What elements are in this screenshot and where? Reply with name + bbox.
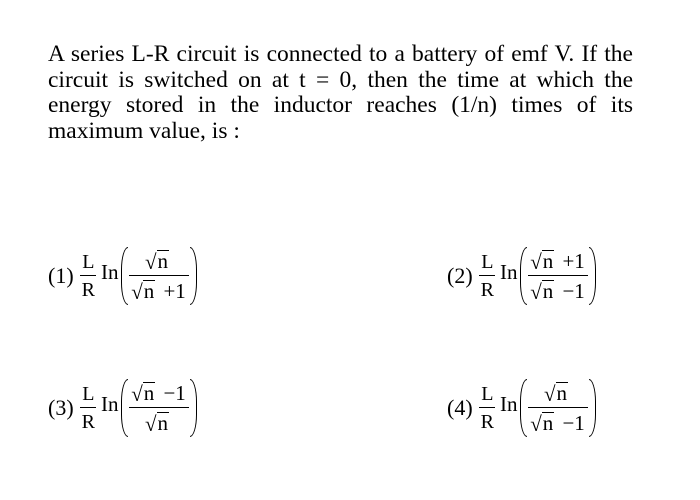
option-number: (3) — [48, 395, 74, 420]
fraction-bar — [479, 275, 495, 276]
left-paren — [121, 247, 128, 305]
radicand: n — [542, 248, 554, 273]
argument-denominator — [528, 279, 587, 305]
argument-numerator — [143, 250, 174, 272]
option-number: (1) — [48, 263, 74, 288]
denominator-term: +1 — [163, 279, 186, 304]
square-root — [131, 382, 155, 404]
radicand: n — [556, 380, 568, 405]
square-root — [145, 250, 169, 272]
log-argument-fraction — [129, 380, 189, 437]
question-text: A series L-R circuit is connected to a battery of emf V. If the circuit is switched on at t = 0, then the time at which the energy stored in the inductor reaches (1/n) times of its maximum value, is : — [48, 41, 633, 144]
fraction-numerator-l: L — [481, 382, 494, 405]
left-paren — [520, 379, 527, 437]
square-root — [544, 382, 568, 404]
fraction-numerator-l: L — [481, 250, 494, 273]
left-paren — [121, 379, 128, 437]
argument-denominator — [143, 411, 174, 437]
option-3[interactable] — [48, 368, 197, 448]
fraction-bar — [528, 275, 588, 276]
denominator-term: −1 — [562, 411, 585, 436]
right-paren — [190, 379, 197, 437]
ln-symbol: In — [101, 259, 119, 284]
fraction-bar — [80, 407, 96, 408]
radical-sign: √ — [530, 412, 542, 437]
argument-numerator — [129, 382, 188, 404]
radical-sign: √ — [530, 280, 542, 305]
numerator-term: −1 — [163, 380, 186, 405]
ln-symbol: In — [500, 391, 518, 416]
log-argument-fraction — [129, 248, 189, 305]
right-paren — [589, 379, 596, 437]
fraction-denominator-r: R — [480, 279, 494, 302]
square-root — [530, 411, 554, 437]
fraction-numerator-l: L — [82, 382, 95, 405]
argument-numerator — [542, 382, 573, 404]
option-1[interactable] — [48, 236, 197, 316]
radicand: n — [157, 411, 169, 436]
fraction-bar — [129, 407, 189, 408]
ln-symbol: In — [101, 391, 119, 416]
option-number: (2) — [447, 263, 473, 288]
l-over-r-fraction — [479, 384, 496, 432]
radical-sign: √ — [543, 381, 556, 406]
option-4[interactable] — [447, 368, 596, 448]
radicand: n — [143, 279, 155, 304]
square-root — [530, 250, 554, 272]
radical-sign: √ — [131, 280, 143, 305]
fraction-bar — [528, 407, 588, 408]
fraction-bar — [80, 275, 96, 276]
right-paren — [589, 247, 596, 305]
argument-numerator — [528, 250, 587, 272]
option-2[interactable] — [447, 236, 596, 316]
square-root — [131, 279, 155, 305]
left-paren — [520, 247, 527, 305]
fraction-denominator-r: R — [81, 279, 95, 302]
radical-sign: √ — [144, 249, 157, 274]
fraction-bar — [479, 407, 495, 408]
denominator-term: −1 — [562, 279, 585, 304]
log-argument-fraction — [528, 380, 588, 437]
radicand: n — [157, 248, 169, 273]
right-paren — [190, 247, 197, 305]
radicand: n — [542, 279, 554, 304]
square-root — [530, 279, 554, 305]
argument-denominator — [528, 411, 587, 437]
square-root — [144, 411, 169, 437]
radicand: n — [143, 380, 155, 405]
fraction-denominator-r: R — [480, 411, 494, 434]
fraction-numerator-l: L — [82, 250, 95, 273]
l-over-r-fraction — [479, 252, 496, 300]
log-argument-fraction — [528, 248, 588, 305]
argument-denominator — [129, 279, 188, 305]
l-over-r-fraction — [80, 384, 97, 432]
option-number: (4) — [447, 395, 473, 420]
radical-sign: √ — [144, 412, 157, 437]
fraction-denominator-r: R — [81, 411, 95, 434]
numerator-term: +1 — [562, 248, 585, 273]
radical-sign: √ — [530, 249, 542, 274]
radicand: n — [542, 411, 554, 436]
radical-sign: √ — [131, 381, 143, 406]
l-over-r-fraction — [80, 252, 97, 300]
fraction-bar — [129, 275, 189, 276]
ln-symbol: In — [500, 259, 518, 284]
